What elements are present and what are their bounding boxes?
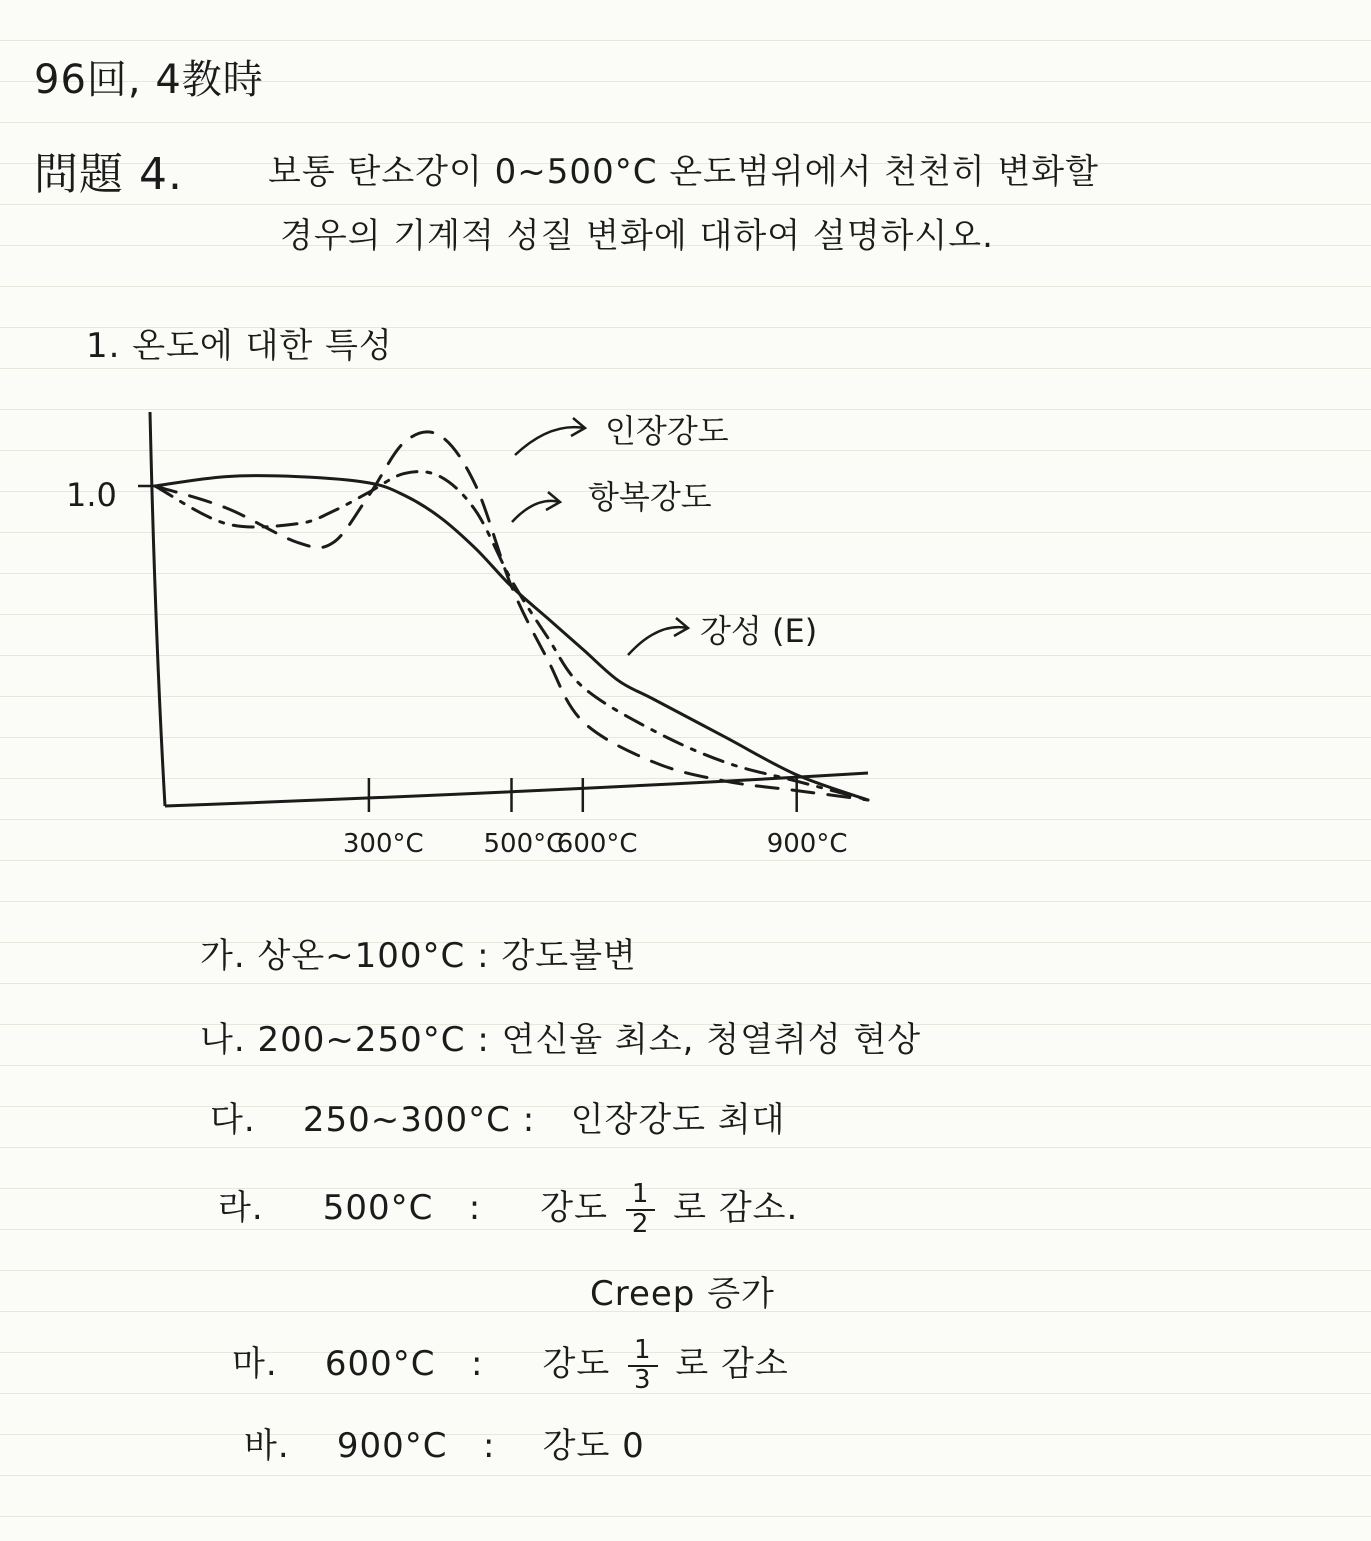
annotation-tensile-strength: 인장강도 — [605, 412, 729, 450]
item-desc: 강도 — [540, 1188, 608, 1228]
session-header: 96回, 4教時 — [34, 57, 264, 103]
x-tick-label: 300°C — [342, 829, 424, 859]
fraction-numerator: 1 — [626, 1181, 656, 1210]
item-sep: : — [482, 1426, 496, 1466]
item-sep: : — [477, 1020, 490, 1060]
x-axis — [165, 773, 868, 806]
item-sep: : — [477, 936, 490, 976]
annotation-stiffness: 강성 (E) — [700, 612, 818, 650]
chart-axes — [138, 412, 868, 806]
fraction-denominator: 3 — [634, 1364, 652, 1395]
x-tick-label: 600°C — [556, 829, 638, 859]
y-axis — [150, 412, 165, 806]
item-temp: 250~300°C — [302, 1100, 511, 1140]
annotation-arrow — [512, 501, 560, 522]
item-marker: 나. — [200, 1020, 246, 1060]
item-temp: 900°C — [336, 1426, 448, 1466]
item-ra — [218, 1180, 798, 1238]
item-temp: 200~250°C — [257, 1020, 466, 1060]
fraction-numerator: 1 — [628, 1337, 658, 1366]
item-ba — [244, 1418, 645, 1467]
item-desc: 강도 — [542, 1344, 611, 1384]
question-text-line2: 경우의 기계적 성질 변화에 대하여 설명하시오. — [280, 216, 994, 256]
item-marker: 바. — [244, 1426, 290, 1466]
item-da — [210, 1092, 786, 1141]
fraction-one-third — [628, 1337, 658, 1394]
item-temp: 상온~100°C — [257, 936, 466, 976]
item-sep: : — [470, 1344, 484, 1384]
item-desc: 강도 0 — [542, 1426, 645, 1466]
question-text-line1: 보통 탄소강이 0~500°C 온도범위에서 천천히 변화할 — [268, 152, 1099, 192]
item-desc: 연신율 최소, 청열취성 현상 — [501, 1020, 922, 1060]
question-label: 問題 4. — [34, 149, 183, 200]
item-ga — [200, 928, 637, 977]
item-ra-note: Creep 증가 — [590, 1274, 775, 1314]
item-desc: 강도불변 — [501, 936, 637, 976]
y-tick-label: 1.0 — [66, 476, 117, 514]
item-marker: 다. — [210, 1100, 256, 1140]
item-marker: 가. — [200, 936, 246, 976]
annotation-arrow — [515, 427, 585, 455]
item-sep: : — [522, 1100, 536, 1140]
x-ticks — [343, 778, 848, 859]
item-marker: 마. — [232, 1344, 278, 1384]
item-ma — [232, 1336, 789, 1394]
item-temp: 600°C — [324, 1344, 436, 1384]
annotation-yield-strength: 항복강도 — [588, 478, 712, 516]
item-sep: : — [468, 1188, 482, 1228]
chart-annotations — [512, 412, 817, 655]
item-na — [200, 1012, 921, 1061]
fraction-one-half — [626, 1181, 656, 1238]
annotation-arrow — [628, 627, 688, 655]
section-title: 1. 온도에 대한 특성 — [86, 326, 393, 366]
x-tick-label: 500°C — [483, 829, 565, 859]
item-marker: 라. — [218, 1188, 264, 1228]
item-desc-tail: 로 감소 — [675, 1344, 789, 1384]
item-desc: 인장강도 최대 — [570, 1100, 786, 1140]
item-desc-tail: 로 감소. — [673, 1188, 799, 1228]
item-temp: 500°C — [322, 1188, 434, 1228]
x-tick-label: 900°C — [766, 829, 848, 859]
fraction-denominator: 2 — [631, 1208, 650, 1239]
